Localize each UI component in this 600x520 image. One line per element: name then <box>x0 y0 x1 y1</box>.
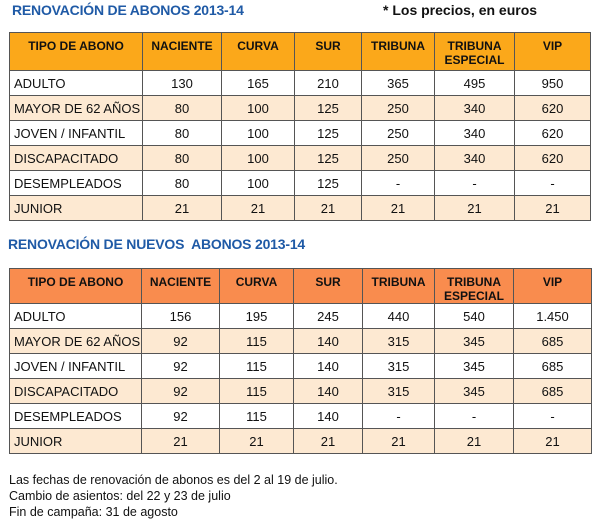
price-cell: 345 <box>435 379 514 404</box>
renewal-prices-table <box>9 32 591 221</box>
row-label-cell: MAYOR DE 62 AÑOS <box>10 329 142 354</box>
campaign-end-note: Fin de campaña: 31 de agosto <box>9 505 178 519</box>
price-cell: 540 <box>435 304 514 329</box>
price-cell: 340 <box>435 146 515 171</box>
price-cell: 315 <box>363 379 435 404</box>
header-cell: NACIENTE <box>143 33 222 71</box>
table-row <box>10 404 592 429</box>
price-cell: 130 <box>143 71 222 96</box>
price-cell: 21 <box>515 196 591 221</box>
price-cell: 440 <box>363 304 435 329</box>
price-cell: 100 <box>222 171 295 196</box>
price-cell: 495 <box>435 71 515 96</box>
header-cell: TIPO DE ABONO <box>10 269 142 304</box>
currency-note: * Los precios, en euros <box>383 2 538 18</box>
price-cell: 685 <box>514 329 592 354</box>
price-cell: 140 <box>294 329 363 354</box>
price-cell: 115 <box>220 404 294 429</box>
price-cell: 100 <box>222 96 295 121</box>
table-row <box>10 379 592 404</box>
price-cell: 115 <box>220 379 294 404</box>
price-cell: 21 <box>294 429 363 454</box>
price-cell: 115 <box>220 354 294 379</box>
price-cell: 80 <box>143 121 222 146</box>
price-cell: 125 <box>295 146 362 171</box>
price-cell: 315 <box>363 329 435 354</box>
price-cell: - <box>514 404 592 429</box>
price-cell: 156 <box>142 304 220 329</box>
table-row <box>10 96 591 121</box>
price-cell: 80 <box>143 146 222 171</box>
row-label-cell: JUNIOR <box>10 429 142 454</box>
price-cell: 140 <box>294 354 363 379</box>
header-cell: TRIBUNA <box>362 33 435 71</box>
price-cell: 340 <box>435 121 515 146</box>
header-cell: VIP <box>515 33 591 71</box>
price-cell: - <box>515 171 591 196</box>
price-cell: 620 <box>515 121 591 146</box>
price-cell: 140 <box>294 404 363 429</box>
table-header-row <box>10 33 591 71</box>
price-cell: 685 <box>514 354 592 379</box>
price-cell: 250 <box>362 146 435 171</box>
header-cell: SUR <box>294 269 363 304</box>
row-label-cell: DISCAPACITADO <box>10 379 142 404</box>
row-label-cell: MAYOR DE 62 AÑOS <box>10 96 143 121</box>
price-cell: 80 <box>143 171 222 196</box>
table-row <box>10 429 592 454</box>
header-cell <box>435 269 514 304</box>
new-subscriptions-prices-table <box>9 268 592 454</box>
price-cell: - <box>362 171 435 196</box>
price-cell: 92 <box>142 379 220 404</box>
row-label-cell: DESEMPLEADOS <box>10 404 142 429</box>
price-cell: 125 <box>295 121 362 146</box>
header-cell: CURVA <box>222 33 295 71</box>
table2-title: RENOVACIÓN DE NUEVOS ABONOS 2013-14 <box>8 236 305 252</box>
table-row <box>10 304 592 329</box>
footer-notes <box>9 472 338 520</box>
price-cell: 125 <box>295 171 362 196</box>
row-label-cell: JOVEN / INFANTIL <box>10 354 142 379</box>
price-cell: 21 <box>362 196 435 221</box>
row-label-cell: DISCAPACITADO <box>10 146 143 171</box>
price-cell: 340 <box>435 96 515 121</box>
table-row <box>10 329 592 354</box>
price-cell: 250 <box>362 121 435 146</box>
price-cell: 210 <box>295 71 362 96</box>
row-label-cell: JOVEN / INFANTIL <box>10 121 143 146</box>
price-cell: 21 <box>220 429 294 454</box>
price-cell: 250 <box>362 96 435 121</box>
price-cell: 315 <box>363 354 435 379</box>
price-cell: 92 <box>142 404 220 429</box>
price-cell: 21 <box>295 196 362 221</box>
price-cell: - <box>363 404 435 429</box>
header-cell: CURVA <box>220 269 294 304</box>
header-cell: TRIBUNA <box>363 269 435 304</box>
header-cell-text: TRIBUNA ESPECIAL <box>443 275 504 303</box>
table1-title: RENOVACIÓN DE ABONOS 2013-14 <box>12 2 244 18</box>
price-cell: 21 <box>435 429 514 454</box>
row-label-cell: DESEMPLEADOS <box>10 171 143 196</box>
price-cell: 21 <box>222 196 295 221</box>
header-cell: TIPO DE ABONO <box>10 33 143 71</box>
price-cell: 345 <box>435 329 514 354</box>
price-cell: - <box>435 171 515 196</box>
row-label-cell: ADULTO <box>10 304 142 329</box>
row-label-cell: ADULTO <box>10 71 143 96</box>
price-cell: 620 <box>515 146 591 171</box>
price-cell: 1.450 <box>514 304 592 329</box>
table-header-row <box>10 269 592 304</box>
price-cell: 21 <box>514 429 592 454</box>
header-cell <box>435 33 515 71</box>
price-cell: 365 <box>362 71 435 96</box>
price-cell: 80 <box>143 96 222 121</box>
header-cell: SUR <box>295 33 362 71</box>
table-row <box>10 354 592 379</box>
price-cell: 92 <box>142 354 220 379</box>
header-cell: NACIENTE <box>142 269 220 304</box>
price-cell: 685 <box>514 379 592 404</box>
price-cell: 165 <box>222 71 295 96</box>
price-cell: 125 <box>295 96 362 121</box>
table-row <box>10 146 591 171</box>
price-cell: 100 <box>222 121 295 146</box>
price-cell: 195 <box>220 304 294 329</box>
price-cell: 245 <box>294 304 363 329</box>
header-cell: VIP <box>514 269 592 304</box>
table-row <box>10 71 591 96</box>
header-cell-text: TRIBUNA ESPECIAL <box>444 39 505 67</box>
price-cell: 92 <box>142 329 220 354</box>
price-cell: 100 <box>222 146 295 171</box>
renewal-dates-note: Las fechas de renovación de abonos es del 2 al 19 de julio. <box>9 473 338 487</box>
table-row <box>10 121 591 146</box>
price-cell: 21 <box>435 196 515 221</box>
table-row <box>10 171 591 196</box>
seat-change-note: Cambio de asientos: del 22 y 23 de julio <box>9 489 231 503</box>
price-cell: 21 <box>363 429 435 454</box>
price-cell: 345 <box>435 354 514 379</box>
price-cell: 950 <box>515 71 591 96</box>
price-cell: 21 <box>142 429 220 454</box>
price-cell: 620 <box>515 96 591 121</box>
price-cell: 140 <box>294 379 363 404</box>
price-cell: 21 <box>143 196 222 221</box>
table-row <box>10 196 591 221</box>
row-label-cell: JUNIOR <box>10 196 143 221</box>
price-cell: 115 <box>220 329 294 354</box>
price-cell: - <box>435 404 514 429</box>
